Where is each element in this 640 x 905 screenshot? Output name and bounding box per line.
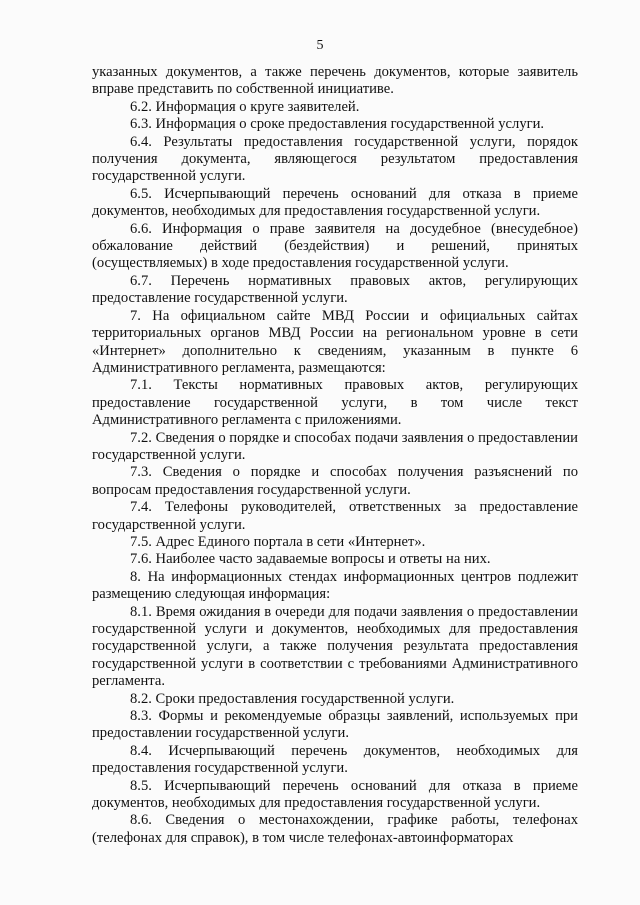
paragraph-6-4: 6.4. Результаты предоставления государственной услуги, порядок получения документа, являющегося результатом предоставления государственной услуги. — [92, 133, 578, 185]
paragraph-6-3: 6.3. Информация о сроке предоставления государственной услуги. — [130, 116, 545, 133]
paragraph-continuation: указанных документов, а также перечень документов, которые заявитель вправе представить по собственной инициативе. — [92, 64, 578, 98]
paragraph-8-1: 8.1. Время ожидания в очереди для подачи заявления о предоставлении государственной услуги и документов, необходимых для предоставления государственной услуги, а также получения результата предоставления государственной услуги в соответствии с требованиями Административного регламента. — [92, 603, 578, 690]
paragraph-7: 7. На официальном сайте МВД России и официальных сайтах территориальных органов МВД России на региональном уровне в сети «Интернет» дополнительно к сведениям, указанным в пункте 6 Административного регламента, размещаются: — [92, 307, 578, 376]
paragraph-8-2: 8.2. Сроки предоставления государственной услуги. — [130, 690, 455, 707]
paragraph-7-3: 7.3. Сведения о порядке и способах получения разъяснений по вопросам предоставления государственной услуги. — [92, 464, 578, 498]
paragraph-7-2: 7.2. Сведения о порядке и способах подачи заявления о предоставлении государственной услуги. — [92, 429, 578, 463]
paragraph-6-5: 6.5. Исчерпывающий перечень оснований для отказа в приеме документов, необходимых для предоставления государственной услуги. — [92, 185, 578, 220]
paragraph-7-4: 7.4. Телефоны руководителей, ответственных за предоставление государственной услуги. — [92, 499, 578, 533]
paragraph-8-5: 8.5. Исчерпывающий перечень оснований для отказа в приеме документов, необходимых для предоставления государственной услуги. — [92, 777, 578, 812]
paragraph-6-6: 6.6. Информация о праве заявителя на досудебное (внесудебное) обжалование действий (бездействия) и решений, принятых (осуществляемых) в ходе предоставления государственной услуги. — [92, 220, 578, 272]
paragraph-7-6: 7.6. Наиболее часто задаваемые вопросы и ответы на них. — [130, 551, 491, 568]
paragraph-6-7: 6.7. Перечень нормативных правовых актов, регулирующих предоставление государственной услуги. — [92, 272, 578, 307]
paragraph-8-4: 8.4. Исчерпывающий перечень документов, необходимых для предоставления государственной услуги. — [92, 742, 578, 777]
paragraph-8: 8. На информационных стендах информационных центров подлежит размещению следующая информация: — [92, 568, 578, 603]
paragraph-8-6: 8.6. Сведения о местонахождении, графике работы, телефонах (телефонах для справок), в том числе телефонах-автоинформаторах — [92, 812, 578, 846]
paragraph-6-2: 6.2. Информация о круге заявителей. — [130, 98, 360, 115]
document-body — [92, 64, 578, 847]
page-number: 5 — [316, 38, 324, 53]
paragraph-7-1: 7.1. Тексты нормативных правовых актов, регулирующих предоставление государственной услуги, в том числе текст Административного регламента с приложениями. — [92, 377, 578, 429]
paragraph-7-5: 7.5. Адрес Единого портала в сети «Интернет». — [130, 533, 426, 550]
paragraph-8-3: 8.3. Формы и рекомендуемые образцы заявлений, используемых при предоставлении государственной услуги. — [92, 708, 578, 742]
